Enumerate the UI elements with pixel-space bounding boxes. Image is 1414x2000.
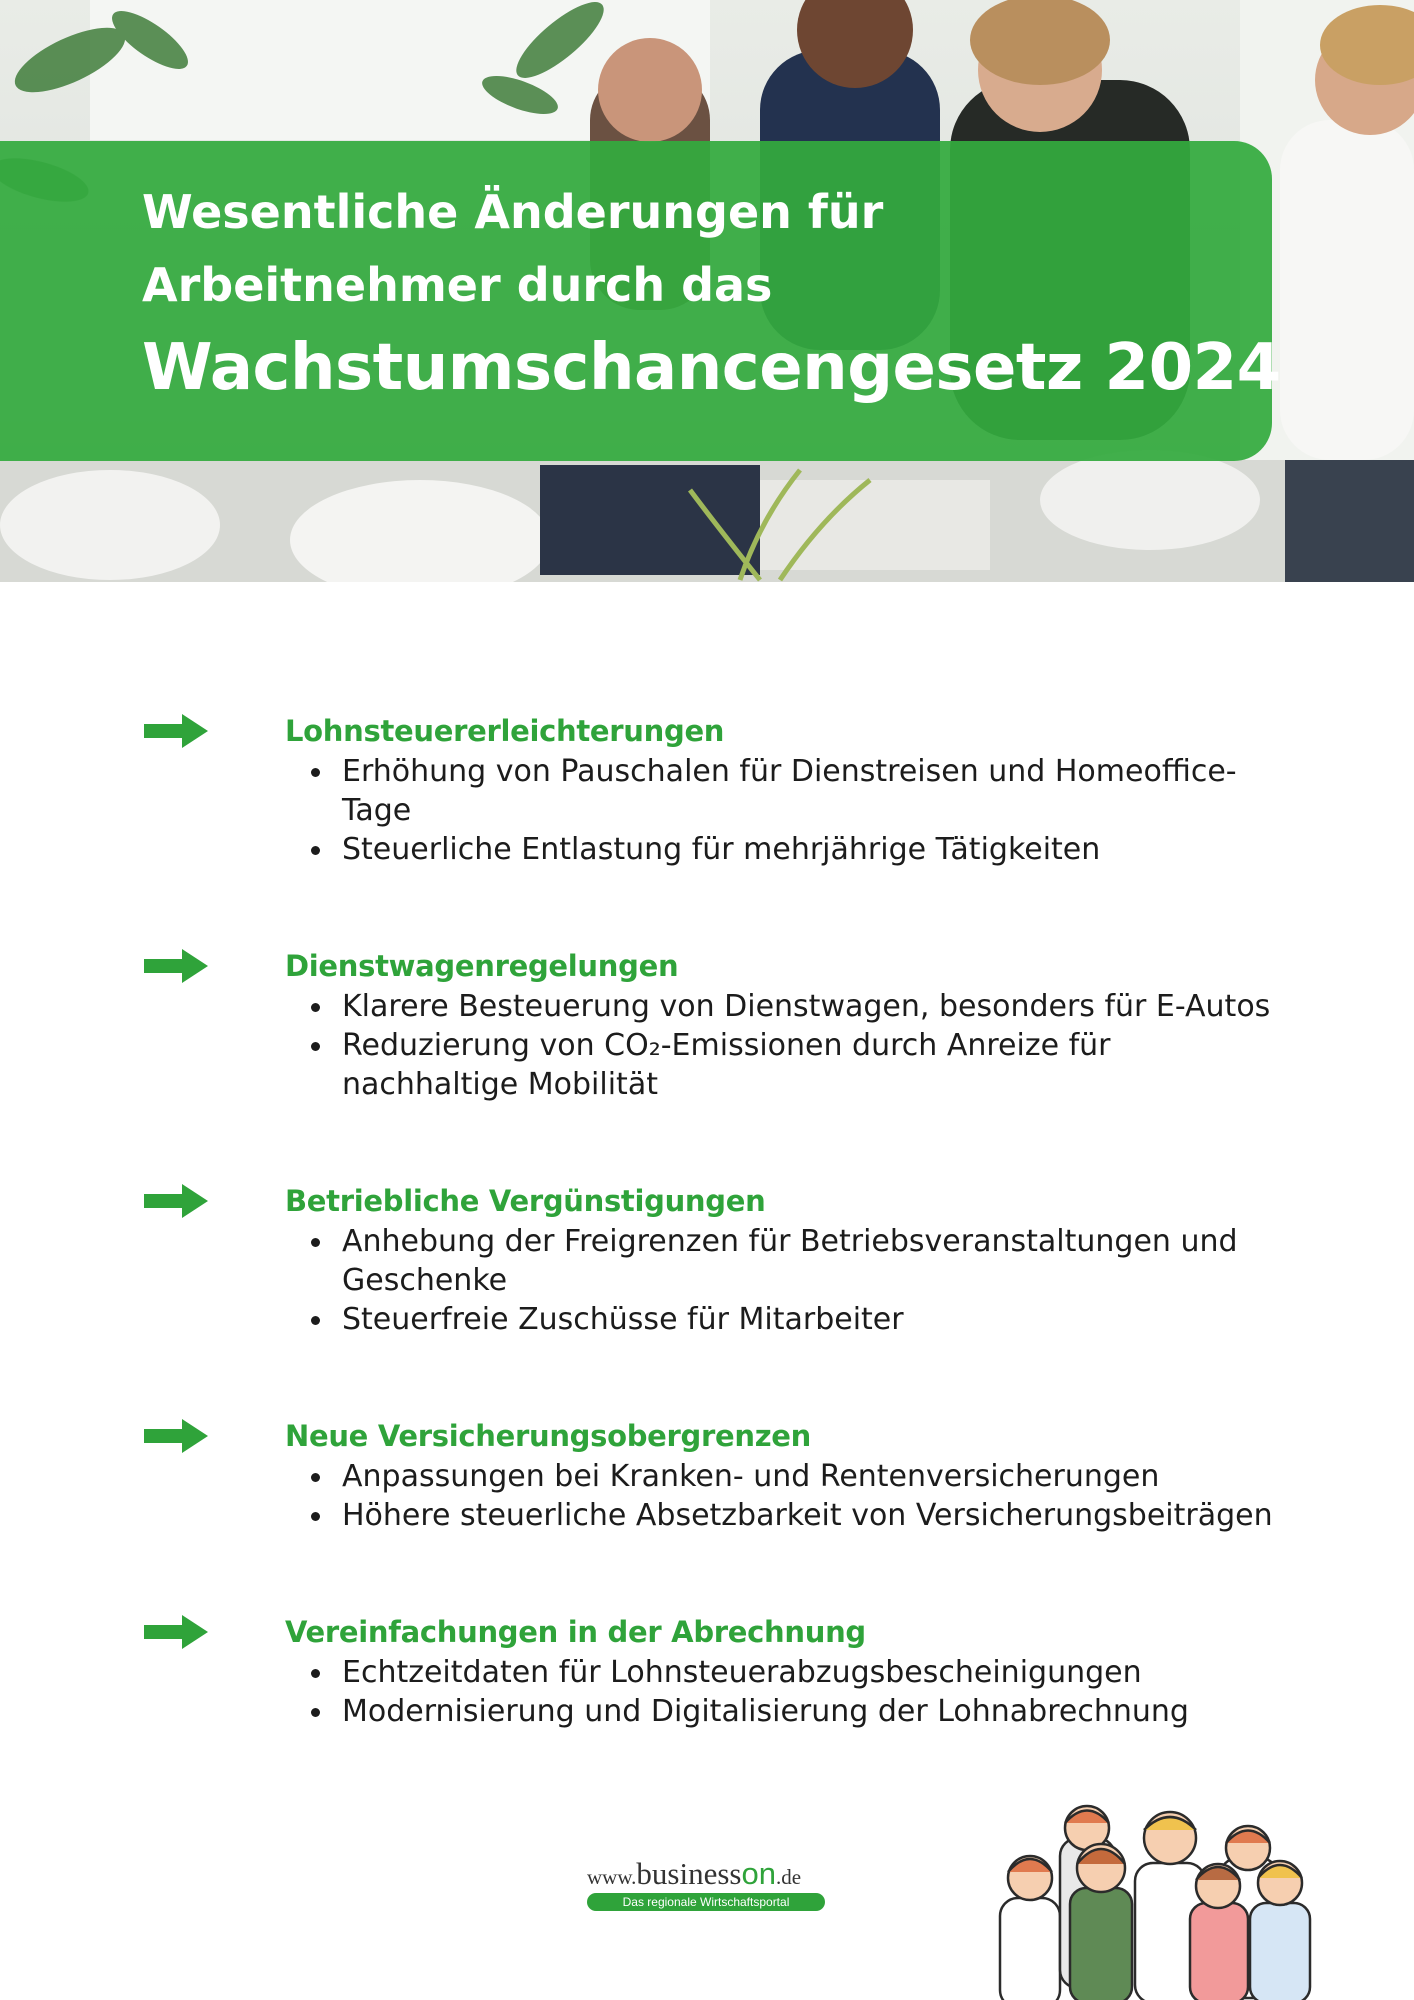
arrow-right-icon — [142, 1182, 210, 1220]
team-group-illustration — [950, 1768, 1330, 2000]
bullet-list — [285, 1222, 1285, 1339]
arrow-right-icon — [142, 712, 210, 750]
section-title: Lohnsteuererleichterungen — [285, 714, 725, 748]
bullet-list — [285, 1457, 1285, 1535]
section-title: Dienstwagenregelungen — [285, 949, 679, 983]
logo-tagline: Das regionale Wirtschaftsportal — [587, 1893, 825, 1911]
bullet-item: Anpassungen bei Kranken- und Rentenversicherungen — [285, 1457, 1285, 1496]
arrow-right-icon — [142, 1613, 210, 1651]
bullet-item: Steuerliche Entlastung für mehrjährige Tätigkeiten — [285, 830, 1285, 869]
bullet-item: Echtzeitdaten für Lohnsteuerabzugsbescheinigungen — [285, 1653, 1285, 1692]
logo-de: .de — [775, 1865, 802, 1889]
bullet-list — [285, 752, 1285, 869]
bullet-item: Höhere steuerliche Absetzbarkeit von Versicherungsbeiträgen — [285, 1496, 1285, 1535]
bullet-list — [285, 1653, 1285, 1731]
bullet-item: Anhebung der Freigrenzen für Betriebsveranstaltungen und Geschenke — [285, 1222, 1285, 1300]
arrow-right-icon — [142, 1417, 210, 1455]
bullet-item: Erhöhung von Pauschalen für Dienstreisen und Homeoffice-Tage — [285, 752, 1285, 830]
logo-www: www. — [587, 1865, 637, 1889]
bullet-item: Klarere Besteuerung von Dienstwagen, besonders für E-Autos — [285, 987, 1285, 1026]
logo-wordmark — [587, 1856, 801, 1892]
title-line-2: Arbeitnehmer durch das — [142, 258, 773, 312]
section-title: Betriebliche Vergünstigungen — [285, 1184, 766, 1218]
businesson-logo[interactable] — [587, 1856, 827, 1912]
logo-business: business — [636, 1856, 742, 1891]
bullet-item: Modernisierung und Digitalisierung der Lohnabrechnung — [285, 1692, 1285, 1731]
bullet-item: Reduzierung von CO₂-Emissionen durch Anreize für nachhaltige Mobilität — [285, 1026, 1285, 1104]
header-photo — [0, 0, 1414, 582]
title-line-1: Wesentliche Änderungen für — [142, 185, 884, 239]
title-banner — [0, 141, 1281, 461]
section-title: Neue Versicherungsobergrenzen — [285, 1419, 812, 1453]
section-title: Vereinfachungen in der Abrechnung — [285, 1615, 866, 1649]
logo-on: on — [741, 1856, 776, 1891]
arrow-right-icon — [142, 947, 210, 985]
bullet-list — [285, 987, 1285, 1104]
bullet-item: Steuerfreie Zuschüsse für Mitarbeiter — [285, 1300, 1285, 1339]
page-title: Wachstumschancengesetz 2024 — [142, 331, 1281, 405]
